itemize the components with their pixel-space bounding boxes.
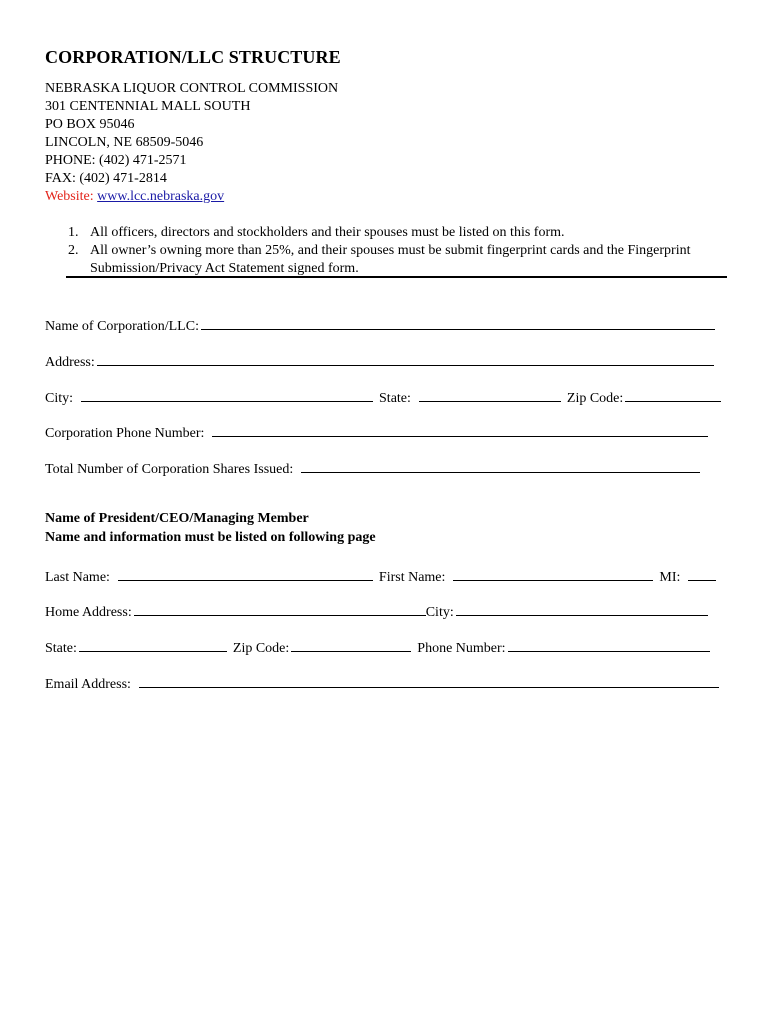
home-zip-code-field[interactable] bbox=[291, 637, 411, 652]
phone-number-label: Phone Number: bbox=[417, 641, 506, 656]
agency-phone: PHONE: (402) 471-2571 bbox=[45, 153, 187, 168]
home-city-field[interactable] bbox=[456, 601, 708, 616]
list-item bbox=[68, 242, 710, 278]
shares-issued-label: Total Number of Corporation Shares Issued: bbox=[45, 462, 294, 477]
instructions-list bbox=[68, 224, 710, 278]
city-field[interactable] bbox=[81, 387, 373, 402]
agency-fax: FAX: (402) 471-2814 bbox=[45, 171, 167, 186]
list-item-text: All officers, directors and stockholders and their spouses must be listed on this form. bbox=[90, 225, 565, 240]
shares-issued-row bbox=[45, 458, 700, 478]
zip-code-field[interactable] bbox=[625, 387, 721, 402]
email-address-field[interactable] bbox=[139, 673, 719, 688]
section-divider bbox=[66, 276, 727, 278]
corporation-name-row bbox=[45, 315, 715, 335]
home-state-field[interactable] bbox=[79, 637, 227, 652]
website-label: Website: bbox=[45, 189, 94, 204]
list-item bbox=[68, 224, 710, 242]
shares-issued-field[interactable] bbox=[301, 458, 700, 473]
last-name-label: Last Name: bbox=[45, 570, 110, 585]
list-item-text: All owner’s owning more than 25%, and their spouses must be submit fingerprint cards and the Fingerprint Submission/Privacy Act Statement signed form. bbox=[90, 243, 691, 276]
corporation-name-label: Name of Corporation/LLC: bbox=[45, 319, 199, 334]
email-address-label: Email Address: bbox=[45, 677, 131, 692]
middle-initial-field[interactable] bbox=[688, 566, 716, 581]
corporation-phone-label: Corporation Phone Number: bbox=[45, 426, 205, 441]
home-city-label: City: bbox=[425, 605, 454, 620]
first-name-label: First Name: bbox=[378, 570, 446, 585]
page-title: CORPORATION/LLC STRUCTURE bbox=[45, 47, 341, 67]
address-label: Address: bbox=[45, 355, 95, 370]
home-address-row bbox=[45, 601, 708, 621]
first-name-field[interactable] bbox=[453, 566, 653, 581]
address-field[interactable] bbox=[97, 351, 714, 366]
corporation-name-field[interactable] bbox=[201, 315, 715, 330]
agency-street: 301 CENTENNIAL MALL SOUTH bbox=[45, 99, 251, 114]
state-field[interactable] bbox=[419, 387, 561, 402]
city-state-zip-row bbox=[45, 387, 721, 407]
list-item-number: 2. bbox=[68, 243, 79, 258]
address-row bbox=[45, 351, 714, 371]
agency-name: NEBRASKA LIQUOR CONTROL COMMISSION bbox=[45, 81, 339, 96]
corporation-phone-field[interactable] bbox=[212, 422, 708, 437]
home-address-label: Home Address: bbox=[45, 605, 132, 620]
president-name-row bbox=[45, 566, 716, 586]
home-state-zip-phone-row bbox=[45, 637, 710, 657]
middle-initial-label: MI: bbox=[659, 570, 681, 585]
state-label: State: bbox=[379, 391, 411, 406]
list-item-number: 1. bbox=[68, 225, 79, 240]
website-link[interactable]: www.lcc.nebraska.gov bbox=[97, 189, 225, 204]
home-state-label: State: bbox=[45, 641, 77, 656]
email-address-row bbox=[45, 673, 719, 693]
last-name-field[interactable] bbox=[118, 566, 373, 581]
agency-city-state-zip: LINCOLN, NE 68509-5046 bbox=[45, 135, 204, 150]
city-label: City: bbox=[45, 391, 74, 406]
home-zip-code-label: Zip Code: bbox=[232, 641, 290, 656]
agency-address-block bbox=[45, 80, 338, 206]
president-section-subheading: Name and information must be listed on following page bbox=[45, 530, 376, 545]
president-section-heading: Name of President/CEO/Managing Member bbox=[45, 511, 309, 526]
agency-po-box: PO BOX 95046 bbox=[45, 117, 135, 132]
phone-number-field[interactable] bbox=[508, 637, 710, 652]
zip-code-label: Zip Code: bbox=[566, 391, 624, 406]
home-address-field[interactable] bbox=[134, 601, 426, 616]
corporation-phone-row bbox=[45, 422, 708, 442]
agency-website-row bbox=[45, 188, 338, 206]
